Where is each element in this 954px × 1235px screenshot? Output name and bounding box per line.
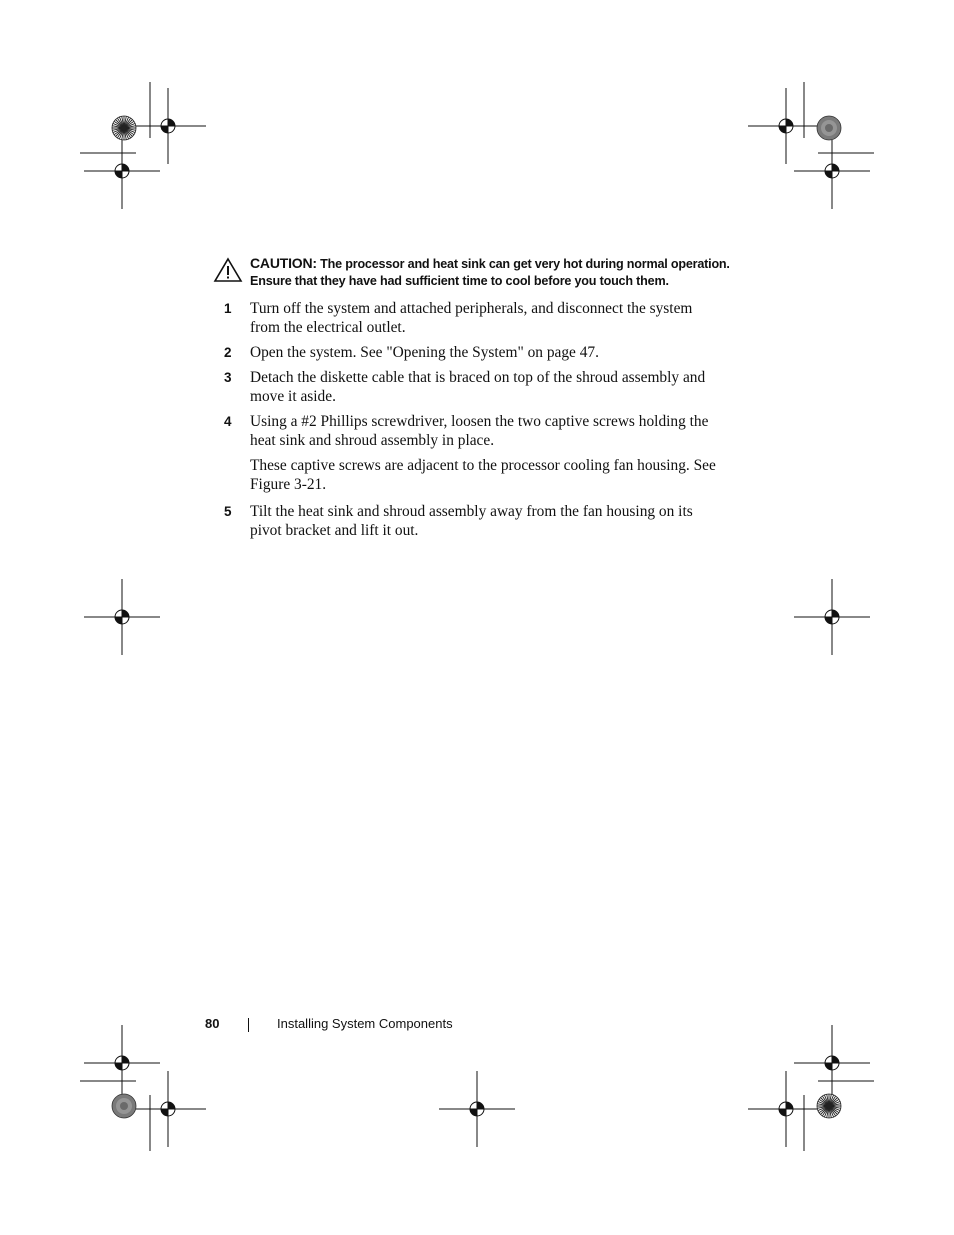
step-5 [224, 502, 724, 540]
section-title: Installing System Components [277, 1016, 453, 1031]
page-footer [0, 1014, 954, 1038]
step-number: 2 [224, 345, 232, 360]
step-note: These captive screws are adjacent to the processor cooling fan housing. See Figure 3-21. [250, 457, 716, 493]
caution-label: CAUTION: [250, 255, 317, 271]
step-number: 3 [224, 370, 232, 385]
procedure-steps [224, 299, 724, 540]
step-2 [224, 343, 724, 362]
step-text: Detach the diskette cable that is braced on top of the shroud assembly and move it aside. [250, 369, 706, 405]
caution-text: The processor and heat sink can get very hot during normal operation. Ensure that they have had sufficient time to cool before you touch them. [250, 257, 730, 288]
step-text: Tilt the heat sink and shroud assembly away from the fan housing on its pivot bracket and lift it out. [250, 503, 693, 539]
step-3 [224, 368, 724, 406]
step-number: 1 [224, 301, 232, 316]
step-text: Using a #2 Phillips screwdriver, loosen the two captive screws holding the heat sink and shroud assembly in place. [250, 413, 709, 449]
step-text: Turn off the system and attached peripherals, and disconnect the system from the electrical outlet. [250, 300, 693, 336]
caution-notice [213, 255, 733, 290]
step-4 [224, 412, 724, 494]
caution-text-block [250, 255, 733, 290]
warning-triangle-icon [213, 257, 243, 283]
page-number: 80 [205, 1016, 220, 1031]
step-1 [224, 299, 724, 337]
footer-divider [248, 1018, 249, 1032]
step-number: 5 [224, 504, 232, 519]
step-text: Open the system. See "Opening the System" on page 47. [250, 344, 599, 361]
step-number: 4 [224, 414, 232, 429]
